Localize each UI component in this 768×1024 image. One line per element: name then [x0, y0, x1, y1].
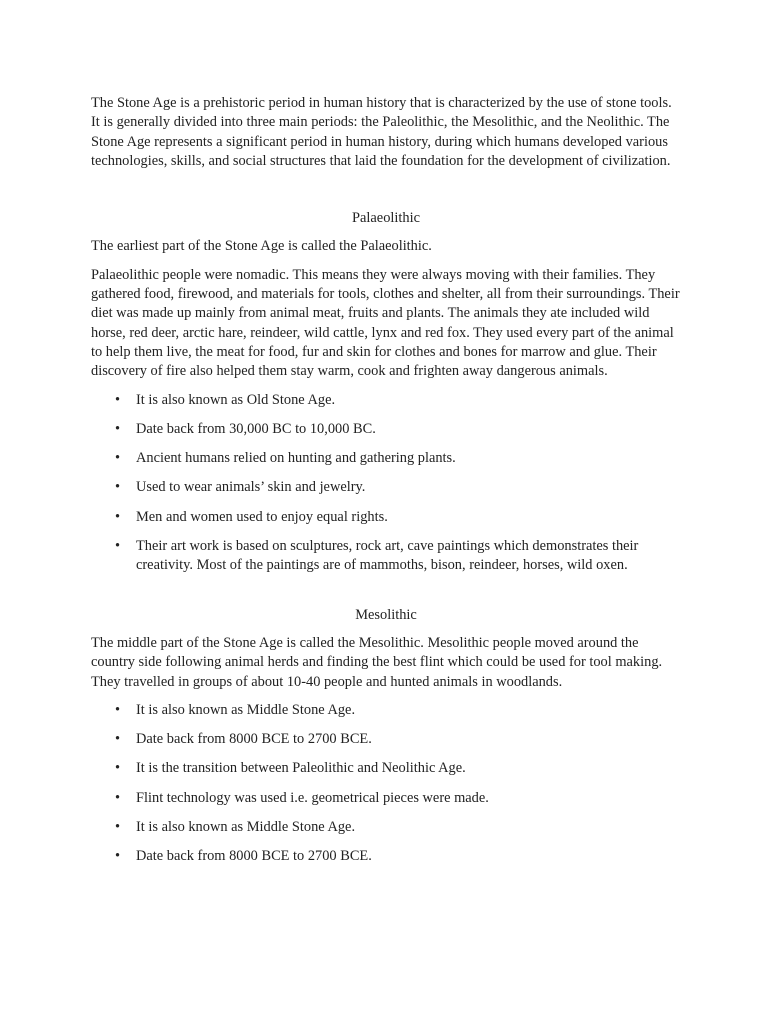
bullet-icon: • — [115, 538, 121, 555]
intro-paragraph: The Stone Age is a prehistoric period in human history that is characterized by the use of stone tools. It is generally divided into three main periods: the Paleolithic, the Mesolithic, and the Neolithic. The Stone Age represents a significant period in human history, during which humans developed various technologies, skills, and social structures that laid the foundation for the development of civilization. — [91, 95, 672, 169]
list-item-text: Date back from 8000 BCE to 2700 BCE. — [136, 731, 372, 748]
palaeolithic-bullet-list — [91, 391, 681, 576]
bullet-icon: • — [115, 420, 121, 437]
list-item-text: Men and women used to enjoy equal rights. — [136, 508, 388, 525]
document-page — [91, 94, 681, 897]
list-item — [91, 478, 681, 497]
bullet-icon: • — [115, 508, 121, 525]
bullet-icon: • — [115, 391, 121, 408]
list-item — [91, 789, 681, 808]
list-item-text: Date back from 30,000 BC to 10,000 BC. — [136, 420, 376, 437]
list-item-text: It is also known as Middle Stone Age. — [136, 701, 356, 718]
mesolithic-heading: Mesolithic — [355, 606, 417, 623]
list-item-text: Their art work is based on sculptures, rock art, cave paintings which demonstrates their creativity. Most of the paintings are of mammoths, bison, reindeer, horses, wild oxen. — [136, 538, 639, 574]
bullet-icon: • — [115, 731, 121, 748]
list-item-text: It is also known as Old Stone Age. — [136, 391, 336, 408]
list-item-text: Ancient humans relied on hunting and gathering plants. — [136, 450, 456, 467]
list-item — [91, 701, 681, 720]
list-item-text: Date back from 8000 BCE to 2700 BCE. — [136, 848, 372, 865]
bullet-icon: • — [115, 450, 121, 467]
palaeolithic-heading: Palaeolithic — [352, 210, 420, 227]
bullet-icon: • — [115, 479, 121, 496]
list-item — [91, 730, 681, 749]
list-item — [91, 449, 681, 468]
list-item-text: It is the transition between Paleolithic and Neolithic Age. — [136, 760, 466, 777]
palaeolithic-description-paragraph: Palaeolithic people were nomadic. This means they were always moving with their families. They gathered food, firewood, and materials for tools, clothes and shelter, all from their surroundings. Their diet was made up mainly from animal meat, fruits and plants. The animals they ate included wild horse, red deer, arctic hare, reindeer, wild cattle, lynx and red fox. They used every part of the animal to help them live, the meat for food, fur and skin for clothes and bones for marrow and glue. Their discovery of fire also helped them stay warm, cook and frighten away dangerous animals. — [91, 266, 680, 380]
list-item — [91, 537, 681, 576]
list-item — [91, 759, 681, 778]
palaeolithic-intro-paragraph: The earliest part of the Stone Age is called the Palaeolithic. — [91, 238, 432, 255]
bullet-icon: • — [115, 701, 121, 718]
bullet-icon: • — [115, 819, 121, 836]
list-item — [91, 391, 681, 410]
list-item-text: Flint technology was used i.e. geometrical pieces were made. — [136, 789, 489, 806]
bullet-icon: • — [115, 848, 121, 865]
list-item — [91, 508, 681, 527]
palaeolithic-section — [91, 209, 681, 575]
mesolithic-section — [91, 606, 681, 867]
list-item — [91, 818, 681, 837]
mesolithic-intro-paragraph: The middle part of the Stone Age is called the Mesolithic. Mesolithic people moved around the country side following animal herds and finding the best flint which could be used for tool making. They travelled in groups of about 10-40 people and hunted animals in woodlands. — [91, 634, 663, 690]
list-item — [91, 420, 681, 439]
bullet-icon: • — [115, 789, 121, 806]
list-item-text: It is also known as Middle Stone Age. — [136, 819, 356, 836]
bullet-icon: • — [115, 760, 121, 777]
list-item — [91, 847, 681, 866]
list-item-text: Used to wear animals’ skin and jewelry. — [136, 479, 366, 496]
mesolithic-bullet-list — [91, 701, 681, 867]
